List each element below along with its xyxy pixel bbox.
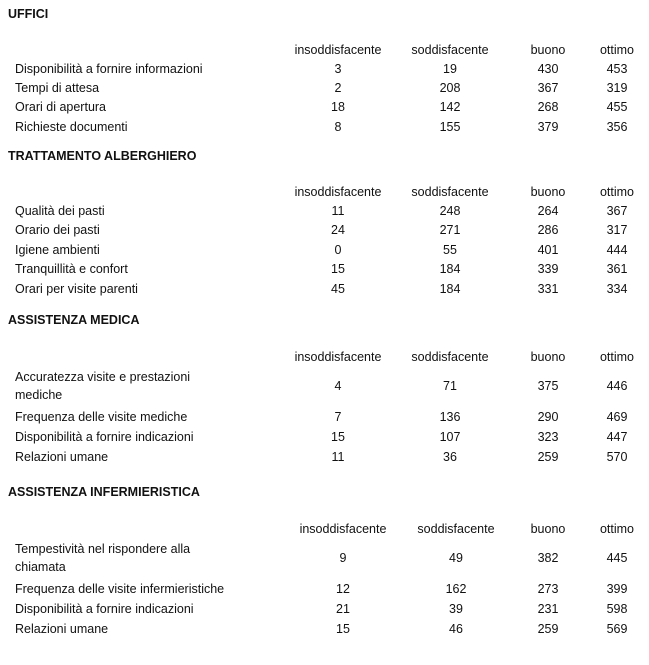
row-value: 469	[606, 410, 628, 424]
row-label: Disponibilità a fornire indicazioni	[15, 430, 194, 444]
row-value: 208	[439, 81, 461, 95]
row-value: 4	[334, 379, 342, 393]
table-row	[0, 370, 649, 406]
section-title: TRATTAMENTO ALBERGHIERO	[8, 149, 197, 163]
row-value: 8	[334, 120, 342, 134]
column-header: insoddisfacente	[294, 185, 382, 199]
row-value: 259	[537, 450, 559, 464]
table-row	[0, 410, 649, 428]
row-value: 21	[336, 602, 350, 616]
column-header: soddisfacente	[411, 43, 489, 57]
row-value: 286	[537, 223, 559, 237]
row-value: 142	[439, 100, 461, 114]
row-value: 339	[537, 262, 559, 276]
row-value: 55	[443, 243, 457, 257]
row-value: 401	[537, 243, 559, 257]
column-header: buono	[530, 522, 566, 536]
column-header: ottimo	[599, 43, 635, 57]
row-label: Tranquillità e confort	[15, 262, 128, 276]
row-label: Tempestività nel rispondere alla	[15, 542, 191, 556]
row-value: 3	[334, 62, 342, 76]
row-value: 375	[537, 379, 559, 393]
row-value: 259	[537, 622, 559, 636]
column-header: insoddisfacente	[299, 522, 387, 536]
row-value: 15	[336, 622, 350, 636]
table-row	[0, 223, 649, 241]
row-value: 7	[334, 410, 342, 424]
row-value: 184	[439, 262, 461, 276]
row-value: 2	[334, 81, 342, 95]
table-row	[0, 81, 649, 99]
column-header: insoddisfacente	[294, 350, 382, 364]
row-value: 334	[606, 282, 628, 296]
column-header: soddisfacente	[411, 185, 489, 199]
row-value: 162	[445, 582, 467, 596]
table-row	[0, 582, 649, 600]
row-label: Igiene ambienti	[15, 243, 100, 257]
column-header: ottimo	[599, 350, 635, 364]
row-value: 367	[537, 81, 559, 95]
column-header: buono	[530, 185, 566, 199]
row-value: 45	[331, 282, 345, 296]
table-row	[0, 262, 649, 280]
row-value: 49	[449, 551, 463, 565]
row-value: 570	[606, 450, 628, 464]
table-row	[0, 602, 649, 620]
section-title: UFFICI	[8, 7, 49, 21]
row-label: Relazioni umane	[15, 622, 109, 636]
row-label: Qualità dei pasti	[15, 204, 105, 218]
row-value: 379	[537, 120, 559, 134]
row-value: 12	[336, 582, 350, 596]
row-label: Accuratezza visite e prestazioni	[15, 370, 191, 384]
row-value: 71	[443, 379, 457, 393]
row-value: 453	[606, 62, 628, 76]
row-label: Frequenza delle visite infermieristiche	[15, 582, 225, 596]
row-label: Disponibilità a fornire indicazioni	[15, 602, 194, 616]
row-value: 430	[537, 62, 559, 76]
row-value: 18	[331, 100, 345, 114]
row-label: Relazioni umane	[15, 450, 109, 464]
row-value: 446	[606, 379, 628, 393]
row-value: 317	[606, 223, 628, 237]
row-value: 9	[339, 551, 347, 565]
table-row	[0, 204, 649, 222]
column-header: buono	[530, 350, 566, 364]
row-value: 155	[439, 120, 461, 134]
row-label: Orari per visite parenti	[15, 282, 138, 296]
row-value: 248	[439, 204, 461, 218]
row-value: 356	[606, 120, 628, 134]
row-value: 447	[606, 430, 628, 444]
row-label: Orario dei pasti	[15, 223, 100, 237]
row-value: 11	[331, 450, 345, 464]
row-value: 19	[443, 62, 457, 76]
row-label: Richieste documenti	[15, 120, 128, 134]
row-label: Orari di apertura	[15, 100, 107, 114]
row-value: 367	[606, 204, 628, 218]
table-row	[0, 243, 649, 261]
row-value: 569	[606, 622, 628, 636]
row-value: 268	[537, 100, 559, 114]
table-row	[0, 450, 649, 468]
row-value: 399	[606, 582, 628, 596]
row-value: 444	[606, 243, 628, 257]
row-value: 231	[537, 602, 559, 616]
row-value: 15	[331, 262, 345, 276]
table-row	[0, 622, 649, 640]
row-label: Disponibilità a fornire informazioni	[15, 62, 203, 76]
table-row	[0, 542, 649, 578]
column-header: ottimo	[599, 185, 635, 199]
table-row	[0, 100, 649, 118]
row-value: 11	[331, 204, 345, 218]
row-value: 361	[606, 262, 628, 276]
row-value: 46	[449, 622, 463, 636]
section-title: ASSISTENZA MEDICA	[8, 313, 140, 327]
row-value: 331	[537, 282, 559, 296]
row-value: 382	[537, 551, 559, 565]
row-label-continued: mediche	[15, 388, 63, 402]
row-value: 24	[331, 223, 345, 237]
table-row	[0, 282, 649, 300]
row-value: 39	[449, 602, 463, 616]
table-row	[0, 430, 649, 448]
row-value: 0	[334, 243, 342, 257]
column-header: insoddisfacente	[294, 43, 382, 57]
column-header: soddisfacente	[411, 350, 489, 364]
row-value: 323	[537, 430, 559, 444]
table-row	[0, 62, 649, 80]
row-value: 136	[439, 410, 461, 424]
row-value: 445	[606, 551, 628, 565]
row-label: Tempi di attesa	[15, 81, 100, 95]
row-label: Frequenza delle visite mediche	[15, 410, 188, 424]
row-value: 15	[331, 430, 345, 444]
row-value: 598	[606, 602, 628, 616]
column-header: soddisfacente	[417, 522, 495, 536]
row-value: 273	[537, 582, 559, 596]
column-header: ottimo	[599, 522, 635, 536]
row-value: 319	[606, 81, 628, 95]
row-value: 184	[439, 282, 461, 296]
table-row	[0, 120, 649, 138]
row-value: 264	[537, 204, 559, 218]
row-value: 455	[606, 100, 628, 114]
section-title: ASSISTENZA INFERMIERISTICA	[8, 485, 200, 499]
row-value: 290	[537, 410, 559, 424]
row-value: 107	[439, 430, 461, 444]
row-label-continued: chiamata	[15, 560, 66, 574]
row-value: 271	[439, 223, 461, 237]
row-value: 36	[443, 450, 457, 464]
column-header: buono	[530, 43, 566, 57]
